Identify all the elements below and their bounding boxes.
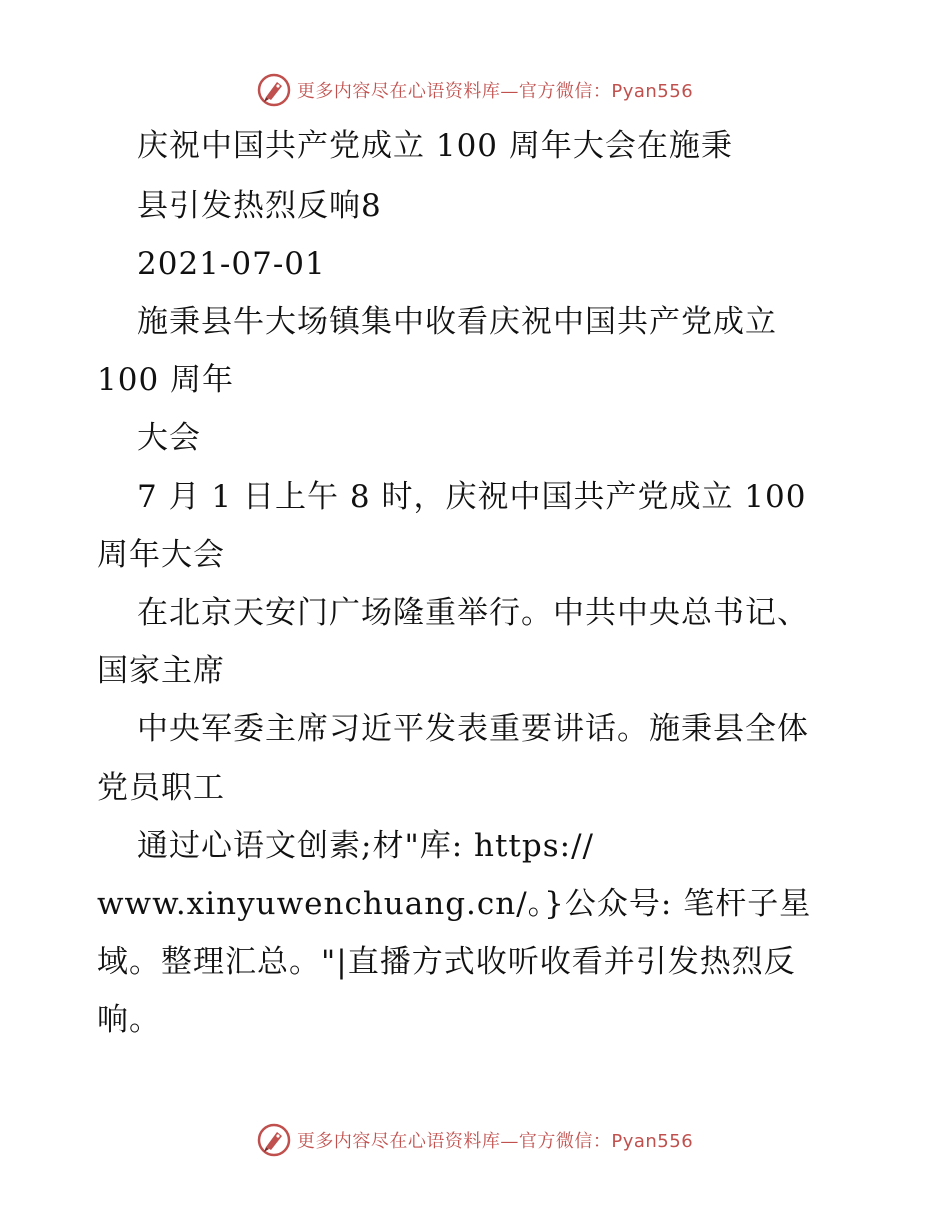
paragraph-line: 党员职工 [97, 770, 225, 806]
paragraph-line: 通过心语文创素;材"库: https:// [137, 828, 594, 864]
article-date: 2021-07-01 [137, 246, 326, 282]
paragraph-line: 国家主席 [97, 653, 225, 689]
paragraph-line: 大会 [137, 420, 201, 456]
pen-nib-logo-icon [257, 1123, 291, 1157]
paragraph-line: 在北京天安门广场隆重举行。中共中央总书记、 [137, 595, 809, 631]
header-banner-wechat-id: Pyan556 [611, 81, 694, 102]
paragraph-line: 中央军委主席习近平发表重要讲话。施秉县全体 [137, 711, 809, 747]
paragraph-line: 域。整理汇总。"|直播方式收听收看并引发热烈反 [97, 944, 796, 980]
paragraph-line: 响。 [97, 1002, 161, 1038]
header-banner-dash: — [500, 81, 519, 102]
header-banner-slogan: 更多内容尽在心语资料库 [296, 81, 501, 102]
article-title-line-1: 庆祝中国共产党成立 100 周年大会在施秉 [137, 128, 733, 164]
footer-banner-slogan: 更多内容尽在心语资料库 [296, 1131, 501, 1152]
paragraph-line: 7 月 1 日上午 8 时，庆祝中国共产党成立 100 [137, 479, 807, 515]
paragraph-line: 施秉县牛大场镇集中收看庆祝中国共产党成立 [137, 304, 777, 340]
article-title-line-2: 县引发热烈反响8 [137, 188, 382, 224]
footer-banner-wechat-label: 官方微信： [518, 1131, 612, 1152]
footer-banner-text [297, 1127, 693, 1153]
footer-banner [0, 1120, 950, 1160]
footer-banner-wechat-id: Pyan556 [611, 1131, 694, 1152]
footer-banner-inner [257, 1123, 693, 1157]
paragraph-line: www.xinyuwenchuang.cn/。}公众号: 笔杆子星 [97, 886, 812, 922]
paragraph-line: 周年大会 [97, 537, 225, 573]
footer-banner-dash: — [500, 1131, 519, 1152]
paragraph-line: 100 周年 [97, 362, 235, 398]
header-banner-wechat-label: 官方微信： [518, 81, 612, 102]
